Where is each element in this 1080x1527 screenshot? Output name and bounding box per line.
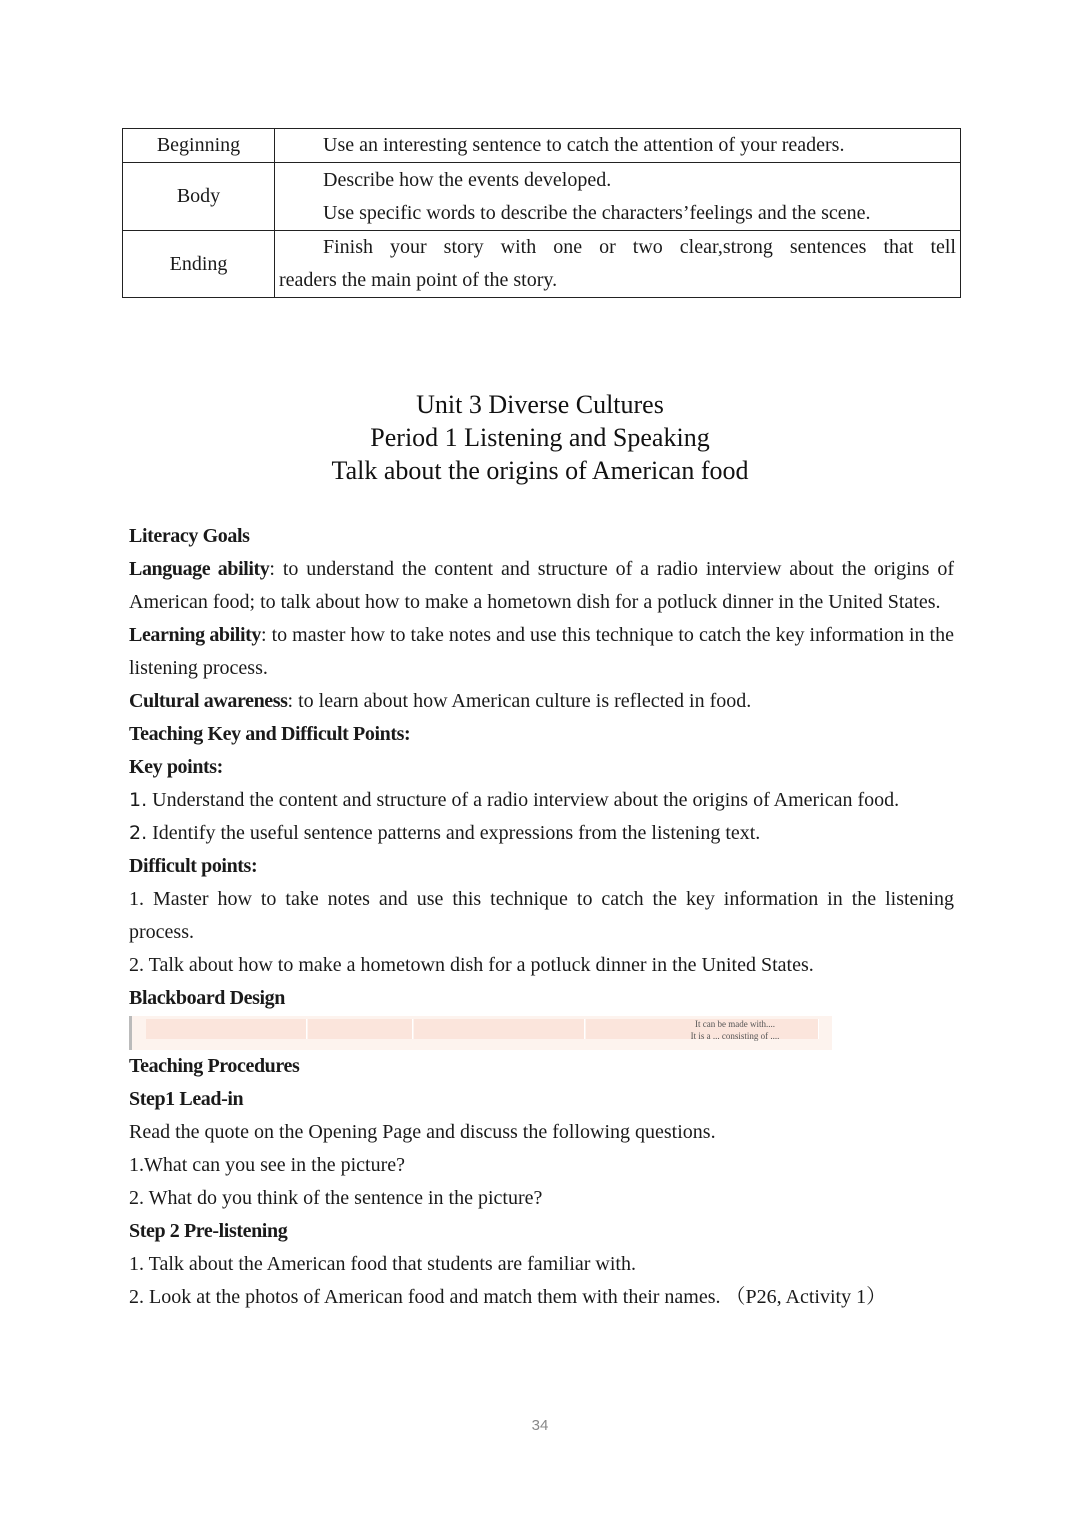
- board-cell: [308, 1019, 413, 1039]
- board-cell: [146, 1019, 307, 1039]
- desc-line: Use an interesting sentence to catch the attention of your readers.: [323, 134, 845, 156]
- difficult-point-item: 1. Master how to take notes and use this technique to catch the key information in the listening process.: [129, 888, 954, 943]
- step2-item: 1. Talk about the American food that students are familiar with.: [129, 1253, 636, 1275]
- desc-line: readers the main point of the story.: [279, 269, 558, 291]
- desc-line: Describe how the events developed.: [323, 168, 612, 191]
- item-number: 1.: [129, 789, 148, 811]
- language-ability-text: : to understand the content and structure of a radio interview about the origins of American food; to talk about how to make a hometown dish for a potluck dinner in the United States.: [129, 558, 954, 613]
- teaching-procedures-heading: Teaching Procedures: [129, 1055, 300, 1077]
- lesson-titles: [0, 388, 1080, 487]
- step1-question: 2. What do you think of the sentence in the picture?: [129, 1187, 543, 1209]
- page-number: 34: [531, 1417, 549, 1434]
- item-text: Understand the content and structure of a radio interview about the origins of American food.: [147, 789, 900, 811]
- literacy-goals-heading: Literacy Goals: [129, 525, 250, 547]
- table-row: [123, 231, 961, 298]
- key-point-item: [129, 784, 954, 817]
- board-line: It is a ... consisting of ....: [690, 1031, 780, 1041]
- row-label-beginning: Beginning: [123, 129, 275, 163]
- blackboard-design-heading: Blackboard Design: [129, 987, 286, 1009]
- item-text: Identify the useful sentence patterns and expressions from the listening text.: [147, 822, 761, 844]
- cultural-awareness-paragraph: [129, 685, 954, 718]
- key-point-item: [129, 817, 954, 850]
- board-cell: [414, 1019, 585, 1039]
- row-label-body: Body: [123, 163, 275, 231]
- table-row: [123, 129, 961, 163]
- step2-item: 2. Look at the photos of American food and match them with their names. （P26, Activity 1）: [129, 1286, 887, 1308]
- topic-title: Talk about the origins of American food: [331, 456, 749, 485]
- key-points-heading: Key points:: [129, 756, 223, 778]
- row-label-ending: Ending: [123, 231, 275, 298]
- difficult-point-item: 2. Talk about how to make a hometown dish for a potluck dinner in the United States.: [129, 954, 814, 976]
- learning-ability-label: Learning ability: [129, 624, 261, 646]
- language-ability-label: Language ability: [129, 558, 270, 580]
- step1-heading: Step1 Lead-in: [129, 1088, 244, 1110]
- key-difficult-heading: Teaching Key and Difficult Points:: [129, 723, 411, 745]
- desc-line: Finish your story with one or two clear,strong sentences that tell: [323, 236, 956, 258]
- desc-line: Use specific words to describe the characters’feelings and the scene.: [323, 201, 871, 224]
- item-number: 2.: [129, 822, 148, 844]
- board-line: It can be made with....: [695, 1019, 775, 1029]
- row-desc-body: [275, 163, 961, 231]
- story-structure-table: [122, 128, 961, 298]
- blackboard-design-image: [129, 1016, 832, 1050]
- unit-title: Unit 3 Diverse Cultures: [416, 390, 664, 419]
- step1-question: 1.What can you see in the picture?: [129, 1154, 405, 1176]
- step1-intro: Read the quote on the Opening Page and discuss the following questions.: [129, 1121, 716, 1143]
- period-title: Period 1 Listening and Speaking: [370, 423, 710, 452]
- cultural-awareness-text: : to learn about how American culture is reflected in food.: [287, 690, 752, 712]
- board-text: [640, 1018, 830, 1042]
- lesson-body: [129, 520, 954, 1314]
- language-ability-paragraph: [129, 553, 954, 619]
- row-desc-beginning: [275, 129, 961, 163]
- learning-ability-text: : to master how to take notes and use this technique to catch the key information in the listening process.: [129, 624, 954, 679]
- table-row: [123, 163, 961, 231]
- difficult-points-heading: Difficult points:: [129, 855, 258, 877]
- learning-ability-paragraph: [129, 619, 954, 685]
- row-desc-ending: [275, 231, 961, 298]
- step2-heading: Step 2 Pre-listening: [129, 1220, 288, 1242]
- cultural-awareness-label: Cultural awareness: [129, 690, 288, 712]
